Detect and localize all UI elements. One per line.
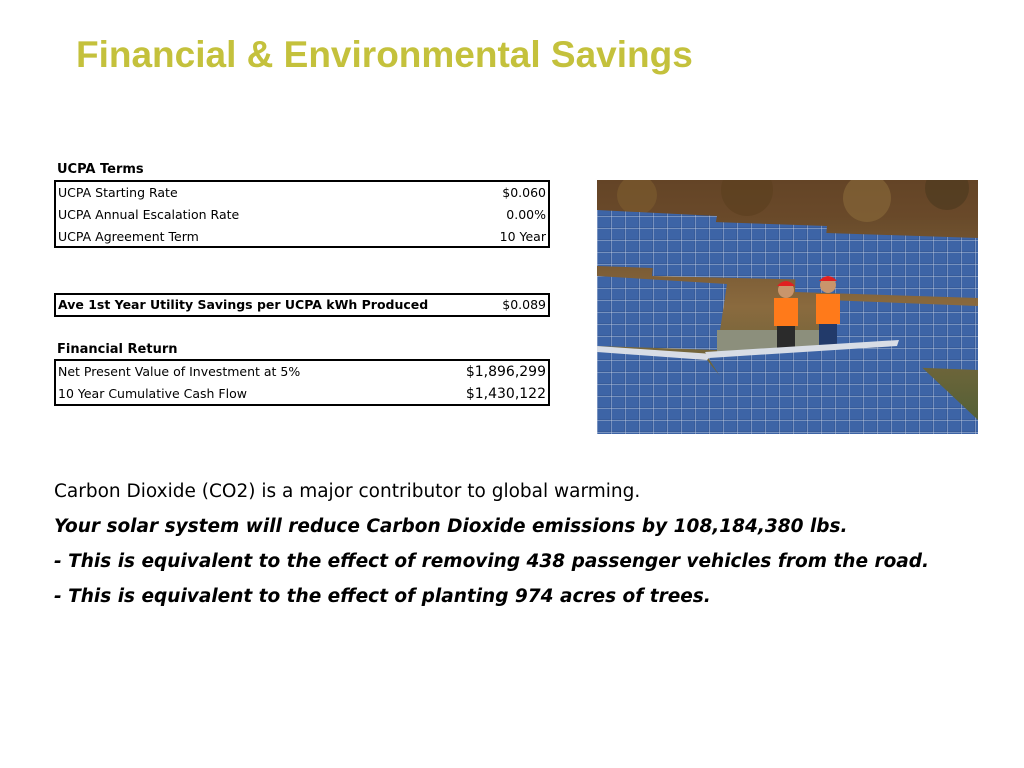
row-label: UCPA Annual Escalation Rate — [58, 207, 240, 222]
row-value: 0.00% — [506, 207, 546, 222]
table-row — [56, 361, 548, 383]
vehicles-equivalent: - This is equivalent to the effect of removing 438 passenger vehicles from the road. — [54, 551, 930, 572]
table-row — [56, 383, 548, 405]
row-value: 10 Year — [499, 229, 546, 244]
page-title: Financial & Environmental Savings — [76, 34, 693, 75]
row-label: UCPA Starting Rate — [58, 185, 178, 200]
row-value: $0.089 — [502, 297, 546, 312]
table-row — [56, 204, 548, 226]
co2-reduction: Your solar system will reduce Carbon Dioxide emissions by 108,184,380 lbs. — [54, 516, 848, 537]
table-row — [56, 226, 548, 248]
ucpa-terms-table — [54, 180, 550, 248]
solar-panels-workers-photo — [597, 180, 978, 434]
row-value: $1,430,122 — [465, 386, 546, 402]
co2-intro: Carbon Dioxide (CO2) is a major contributor to global warming. — [54, 481, 641, 502]
row-label: Net Present Value of Investment at 5% — [58, 364, 301, 379]
financial-return-table — [54, 359, 550, 406]
table-row — [56, 295, 548, 315]
trees-equivalent: - This is equivalent to the effect of planting 974 acres of trees. — [54, 586, 711, 607]
table-row — [56, 182, 548, 204]
row-label: 10 Year Cumulative Cash Flow — [58, 386, 247, 401]
ucpa-terms-heading: UCPA Terms — [57, 162, 144, 177]
row-label: UCPA Agreement Term — [58, 229, 199, 244]
savings-table — [54, 293, 550, 317]
environment-text — [54, 474, 954, 614]
row-value: $0.060 — [502, 185, 546, 200]
financial-return-heading: Financial Return — [57, 342, 178, 357]
row-label: Ave 1st Year Utility Savings per UCPA kWh Produced — [58, 297, 429, 312]
row-value: $1,896,299 — [465, 364, 546, 380]
